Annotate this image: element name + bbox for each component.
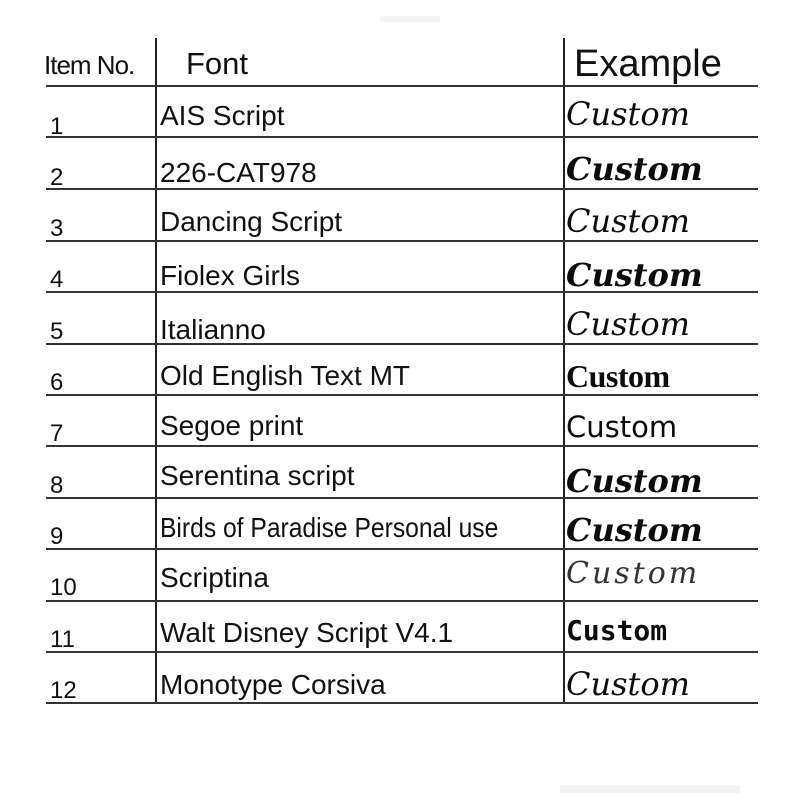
column-divider-item-font [155, 38, 157, 704]
row-rule [46, 240, 758, 242]
header-font: Font [186, 46, 249, 81]
scan-smudge [560, 785, 740, 793]
row-number: 4 [50, 266, 64, 293]
font-example: Custom [566, 256, 703, 294]
row-rule [46, 343, 758, 345]
font-name: Dancing Script [160, 206, 343, 237]
font-name: Walt Disney Script V4.1 [160, 617, 454, 648]
font-example: Custom [566, 305, 690, 343]
row-number: 2 [50, 164, 64, 191]
font-name: Segoe print [160, 410, 304, 441]
font-name: Monotype Corsiva [160, 669, 386, 700]
font-example: Custom [566, 665, 690, 703]
row-rule [46, 188, 758, 190]
font-example: Custom [566, 95, 690, 133]
row-rule [46, 600, 758, 602]
font-name: Fiolex Girls [160, 260, 301, 291]
font-example: Custom [566, 511, 703, 549]
font-example: Custom [566, 410, 678, 444]
row-number: 1 [50, 113, 64, 140]
font-name: AIS Script [160, 100, 285, 131]
header-rule [46, 85, 758, 87]
font-name: 226-CAT978 [160, 157, 317, 188]
font-name: Birds of Paradise Personal use [160, 512, 499, 543]
font-example: Custom [566, 462, 703, 500]
header-example: Example [574, 43, 722, 85]
header-item-no: Item No. [44, 50, 135, 80]
font-example: Custom [566, 202, 690, 240]
font-name: Old English Text MT [160, 360, 411, 391]
row-number: 6 [50, 369, 64, 396]
row-number: 9 [50, 523, 64, 550]
font-name: Scriptina [160, 562, 269, 593]
row-number: 11 [50, 626, 75, 653]
row-rule [46, 136, 758, 138]
font-name: Serentina script [160, 460, 355, 491]
scan-smudge [380, 16, 440, 22]
row-rule [46, 651, 758, 653]
font-name: Italianno [160, 314, 266, 345]
row-number: 12 [50, 677, 77, 704]
font-example: Custom [566, 150, 703, 188]
row-rule [46, 445, 758, 447]
row-number: 3 [50, 215, 64, 242]
font-example: Custom [566, 358, 670, 394]
row-number: 8 [50, 472, 64, 499]
font-example: Custom [566, 614, 668, 647]
row-number: 5 [50, 318, 64, 345]
font-example: Custom [566, 556, 701, 591]
row-number: 7 [50, 420, 64, 447]
row-number: 10 [50, 574, 77, 601]
column-divider-font-example [563, 38, 565, 704]
